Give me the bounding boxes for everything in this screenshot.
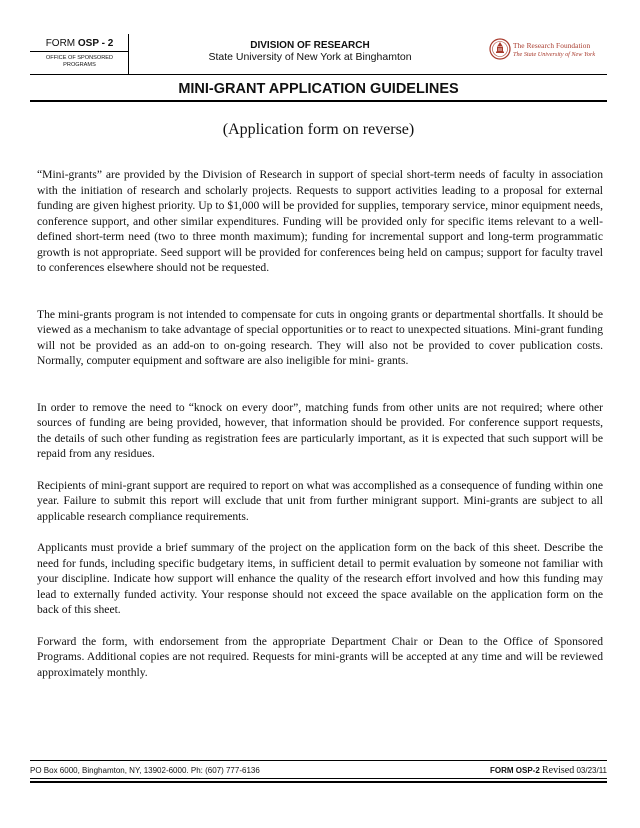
page-subtitle: (Application form on reverse)	[222, 121, 415, 138]
footer-form-revision	[490, 765, 607, 776]
form-prefix: FORM	[45, 38, 78, 49]
footer-rule-thin	[30, 778, 607, 779]
header-divider	[30, 74, 607, 75]
paragraph-overview: “Mini-grants” are provided by the Division of Research in support of special short-term needs of faculty in association with the initiation of research and scholarly projects. Requests to support activities leading to a proposal for external funding are given highest priority. Up to $1,000 will be provided for supplies, temporary service, minor equipment needs, conference support, and other similar expenditures. Funding will be provided only for specific items relevant to a well-defined short-term need (two to three month maximum); funding for incremental support and long-term programmatic growth is not appropriate. Seed support will be provided for conferences being held on campus; support for faculty travel to conferences elsewhere should not be requested.	[37, 168, 603, 274]
seal-icon	[489, 38, 511, 60]
footer-address: PO Box 6000, Binghamton, NY, 13902-6000. Ph: (607) 777-6136	[30, 766, 260, 775]
paragraph-application: Applicants must provide a brief summary of the project on the application form on the back of this sheet. Describe the need for funds, including specific budgetary items, in sufficient detail to permit evaluation by someone not familiar with your discipline. Indicate how support will enhance the quality of the research effort involved and how this funding may lead to externally funded activity. Your response should not exceed the space available on the application form on the back of this sheet.	[37, 541, 603, 616]
form-code-number: OSP - 2	[77, 38, 114, 49]
guidelines-body	[37, 167, 603, 680]
paragraph-submission: Forward the form, with endorsement from the appropriate Department Chair or Dean to the Office of Sponsored Programs. Additional copies are not required. Requests for mini-grants will be accepted at any time and will be reviewed approximately monthly.	[37, 634, 603, 679]
footer-form-label: FORM OSP-2	[489, 766, 540, 775]
footer-divider	[30, 760, 607, 761]
research-foundation-logo	[489, 38, 619, 68]
form-id-box	[30, 34, 129, 74]
logo-subtitle: The State University of New York	[513, 51, 596, 58]
footer-revision-date: 03/23/11	[576, 766, 607, 775]
form-box-divider	[30, 51, 129, 52]
paragraph-matching-funds: In order to remove the need to “knock on every door”, matching funds from other units are not required; where other sources of funding are being provided, however, that information should be provided. For conference support requests, the details of such other funding as registration fees are particularly important, as it is expected that such support will be repaid from any residues.	[37, 400, 603, 460]
office-name: OFFICE OF SPONSORED PROGRAMS	[45, 55, 114, 68]
paragraph-exclusions: The mini-grants program is not intended to compensate for cuts in ongoing grants or departmental shortfalls. It should be viewed as a mechanism to take advantage of special opportunities or to react to unexpected situations. Mini-grant funding will not be provided as an add-on to on-going research. They will also not be provided to cover publication costs. Normally, computer equipment and software are also ineligible for mini- grants.	[37, 307, 603, 367]
page-title: MINI-GRANT APPLICATION GUIDELINES	[178, 81, 459, 97]
division-name: DIVISION OF RESEARCH	[250, 40, 370, 51]
title-divider	[30, 100, 607, 102]
footer-revised-label: Revised	[542, 765, 575, 776]
footer-rule-thick	[30, 781, 607, 783]
university-name: State University of New York at Binghamton	[208, 51, 412, 63]
logo-title: The Research Foundation	[513, 41, 591, 50]
form-box-vertical-rule	[128, 34, 129, 74]
form-code	[30, 38, 129, 49]
paragraph-reporting: Recipients of mini-grant support are required to report on what was accomplished as a consequence of funding within one year. Failure to submit this report will exclude that unit from further minigrant support. Mini-grants are subject to all applicable research compliance requirements.	[37, 478, 603, 523]
